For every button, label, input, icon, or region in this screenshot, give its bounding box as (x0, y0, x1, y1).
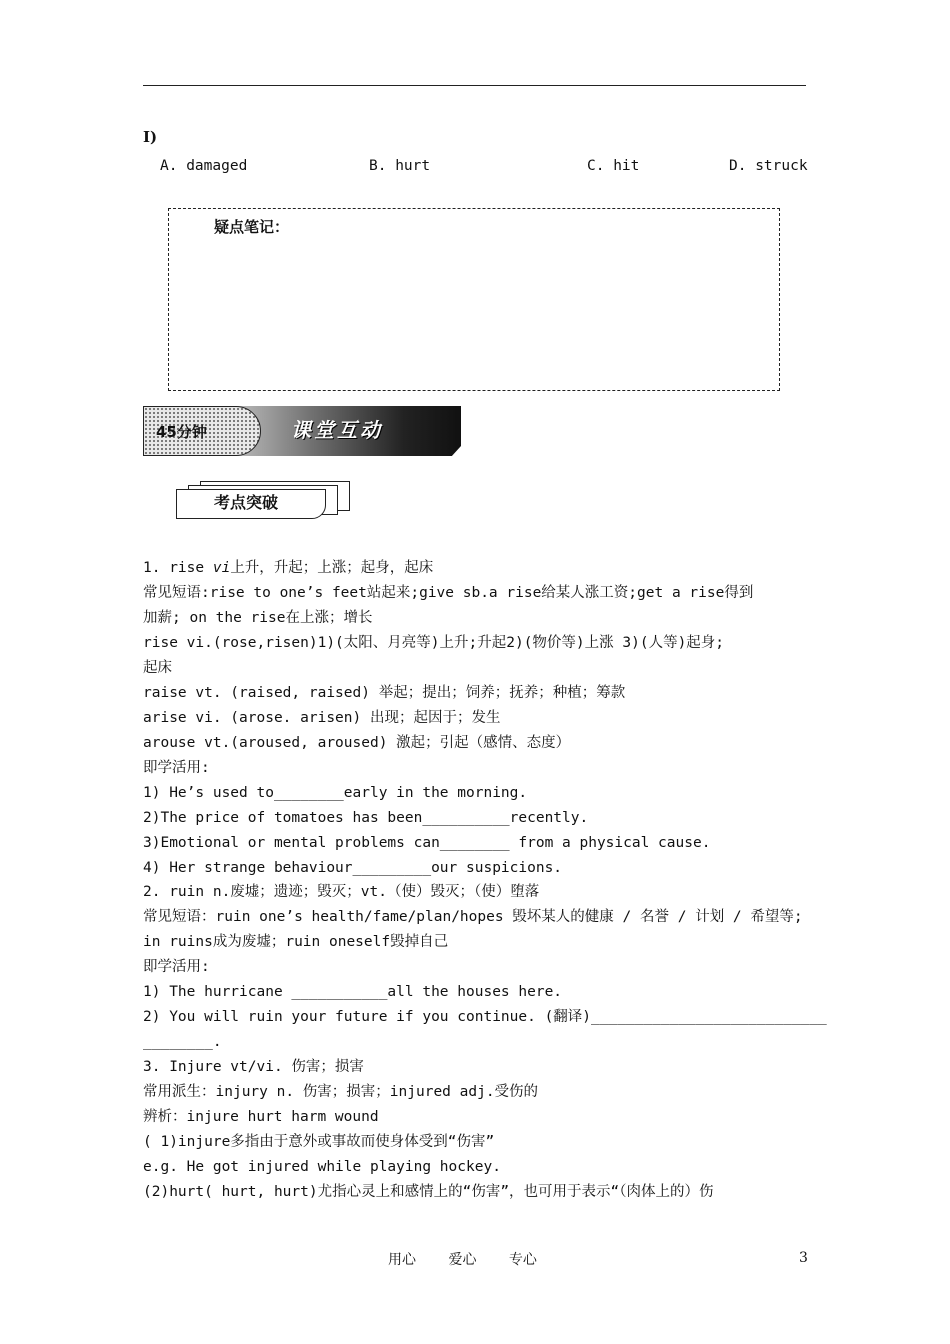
option-b: B. hurt (369, 158, 431, 174)
banner-title: 课堂互动 (291, 418, 383, 442)
text-line: 辨析：injure hurt harm wound (143, 1109, 379, 1125)
text-line: 加薪; on the rise在上涨；增长 (143, 610, 373, 626)
text-line: 2)The price of tomatoes has been__________recently. (143, 810, 589, 826)
text-line: 常见短语:rise to one’s feet站起来;give sb.a rise给某人涨工资;get a rise得到 (143, 585, 754, 601)
page-number: 3 (799, 1250, 808, 1266)
text-line: in ruins成为废墟；ruin oneself毁掉自己 (143, 934, 449, 950)
text-line: ( 1)injure多指由于意外或事故而使身体受到“伤害” (143, 1134, 495, 1150)
text-line: raise vt. (raised, raised) 举起；提出；饲养；抚养；种植；筹款 (143, 685, 626, 701)
text-line: 常见短语：ruin one’s health/fame/plan/hopes 毁坏某人的健康 / 名誉 / 计划 / 希望等; (143, 909, 803, 925)
text-line: 1) The hurricane ___________all the houses here. (143, 984, 563, 1000)
tab-label: 考点突破 (214, 493, 279, 512)
text-line: 1) He’s used to________early in the morning. (143, 785, 528, 801)
text-line: 即学活用: (143, 760, 210, 776)
section-banner (143, 406, 461, 456)
text-line: 3. Injure vt/vi. 伤害；损害 (143, 1059, 364, 1075)
text-line: 4) Her strange behaviour_________our suspicions. (143, 860, 563, 876)
header-rule (143, 85, 806, 86)
text-line: (2)hurt( hurt, hurt)尤指心灵上和感情上的“伤害”，也可用于表示“（肉体上的）伤 (143, 1184, 714, 1200)
option-a: A. damaged (160, 158, 248, 174)
option-c: C. hit (587, 158, 640, 174)
banner-time-label: 45分钟 (156, 423, 207, 441)
content-body (143, 558, 827, 1208)
text-line: 2. ruin n.废墟；遗迹；毁灭；vt.（使）毁灭；（使）堕落 (143, 884, 540, 900)
option-d: D. struck (729, 158, 808, 174)
footer-item: 专心 (508, 1252, 537, 1268)
text-line: 2) You will ruin your future if you continue. (翻译)___________________________ (143, 1009, 827, 1025)
banner-time-badge (143, 406, 261, 456)
text-line: 起床 (143, 660, 172, 676)
text-line: 即学活用: (143, 959, 210, 975)
text-line: 常用派生：injury n. 伤害；损害；injured adj.受伤的 (143, 1084, 539, 1100)
text-line: arouse vt.(aroused, aroused) 激起；引起（感情、态度） (143, 735, 571, 751)
footer-item: 爱心 (448, 1252, 477, 1268)
footer-item: 用心 (388, 1252, 416, 1268)
text-line: arise vi. (arose. arisen) 出现；起因于；发生 (143, 710, 501, 726)
text-line: 1. rise vi上升，升起；上涨；起身，起床 (143, 560, 434, 576)
question-number: I) (143, 128, 158, 146)
text-line: 3)Emotional or mental problems can________ from a physical cause. (143, 835, 711, 851)
section-tab (176, 481, 352, 521)
footer-motto (388, 1249, 565, 1269)
text-line: rise vi.(rose,risen)1)(太阳、月亮等)上升;升起2)(物价等)上涨 3)(人等)起身; (143, 635, 725, 651)
text-line: ________. (143, 1034, 222, 1050)
notes-label: 疑点笔记： (214, 218, 290, 236)
text-line: e.g. He got injured while playing hockey. (143, 1159, 501, 1175)
